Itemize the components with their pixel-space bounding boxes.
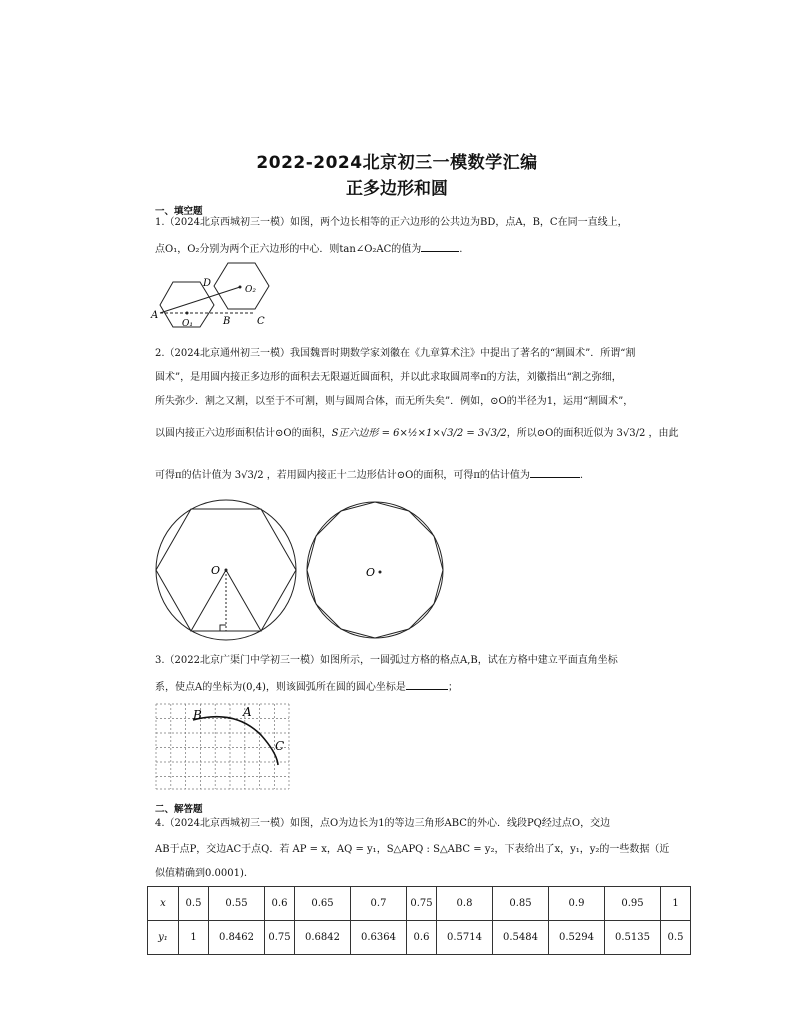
table-cell: 1: [179, 921, 209, 955]
q1-line1: 1.（2024北京西城初三一模）如图，两个边长相等的正六边形的公共边为BD，点A，B，C在同一直线上，: [155, 217, 628, 228]
q1-label-o2: O₂: [245, 285, 256, 295]
q3-grid-figure: [155, 703, 295, 793]
table-row-label: x: [148, 887, 179, 921]
table-cell: 0.6842: [295, 921, 351, 955]
q2-area-formula: S正六边形 = 6×½×1×√3/2 = 3√3/2: [331, 428, 507, 439]
table-cell: 0.8: [437, 887, 493, 921]
table-cell: 0.75: [265, 921, 295, 955]
q3-line1: 3.（2022北京广渠门中学初三一模）如图所示，一圆弧过方格的格点A,B，试在方格中建立平面直角坐标: [155, 655, 618, 666]
q2-line5: 可得π的估计值为 3√3/2 ，若用圆内接正十二边形估计⊙O的面积，可得π的估计值为 .: [155, 467, 583, 483]
q1-hexagon-figure: [150, 260, 290, 335]
q2-label-o-left: O: [211, 564, 221, 577]
table-cell: 0.7: [351, 887, 407, 921]
table-cell: 1: [661, 887, 691, 921]
section-heading-fill-blank: 一、填空题: [155, 206, 203, 217]
q1-label-a: A: [151, 310, 159, 321]
table-cell: 0.5135: [605, 921, 661, 955]
table-cell: 0.65: [295, 887, 351, 921]
q1-point-o1: [186, 312, 189, 315]
table-cell: 0.95: [605, 887, 661, 921]
q3-label-b: B: [193, 708, 202, 722]
table-row-x: [148, 887, 691, 921]
q3-arc: [193, 717, 278, 765]
q2-line4: 以圆内接正六边形面积估计⊙O的面积，S正六边形 = 6×½×1×√3/2 = 3√3/2，所以⊙O的面积近似为 3√3/2 ，由此: [155, 428, 679, 439]
table-cell: 0.9: [549, 887, 605, 921]
table-cell: 0.6: [407, 921, 437, 955]
q4-data-table: [147, 886, 691, 955]
q2-line1: 2.（2024北京通州初三一模）我国魏晋时期数学家刘徽在《九章算术注》中提出了著名的“割圆术”．所谓“割: [155, 348, 636, 359]
q1-label-b: B: [223, 316, 231, 327]
q4-line3: 似值精确到0.0001).: [155, 868, 248, 879]
table-cell: 0.5: [179, 887, 209, 921]
q2-right-angle-mark: [220, 625, 226, 631]
page-title: 2022-2024北京初三一模数学汇编: [256, 153, 538, 173]
q1-right-hexagon: [214, 263, 269, 309]
q2-answer-blank[interactable]: [530, 467, 580, 478]
q4-line2: AB于点P，交边AC于点Q．若 AP = x，AQ = y₁，S△APQ : S△ABC = y₂，下表给出了x，y₁，y₂的一些数据（近: [155, 844, 670, 855]
table-cell: 0.5: [661, 921, 691, 955]
q1-label-c: C: [257, 316, 265, 327]
section-heading-answer: 二、解答题: [155, 804, 203, 815]
q2-right-center: [379, 571, 382, 574]
table-cell: 0.5714: [437, 921, 493, 955]
q2-line2: 圆术”，是用圆内接正多边形的面积去无限逼近圆面积，并以此求取圆周率π的方法，刘徽指出“割之弥细，: [155, 372, 622, 383]
q2-line3: 所失弥少．割之又割，以至于不可割，则与圆周合体，而无所失矣”．例如，⊙O的半径为1，运用“割圆术”，: [155, 396, 634, 407]
table-cell: 0.75: [407, 887, 437, 921]
q1-answer-blank[interactable]: [421, 241, 459, 252]
q2-circle-figures: [153, 498, 453, 643]
q3-answer-blank[interactable]: [406, 679, 448, 690]
q1-label-o1: O₁: [182, 319, 193, 329]
page-subtitle: 正多边形和圆: [346, 179, 448, 199]
table-cell: 0.55: [209, 887, 265, 921]
q1-point-o2: [239, 286, 242, 289]
table-cell: 0.5294: [549, 921, 605, 955]
q1-label-d: D: [203, 278, 212, 289]
q3-label-c: C: [275, 739, 285, 753]
q2-left-center: [225, 569, 228, 572]
q1-line2: 点O₁，O₂分别为两个正六边形的中心．则tan∠O₂AC的值为 .: [155, 241, 462, 257]
table-cell: 0.6: [265, 887, 295, 921]
q3-label-a: A: [243, 705, 252, 719]
table-row-y1: [148, 921, 691, 955]
table-row-label: y₁: [148, 921, 179, 955]
table-cell: 0.6364: [351, 921, 407, 955]
table-cell: 0.8462: [209, 921, 265, 955]
q4-line1: 4.（2024北京西城初三一模）如图，点O为边长为1的等边三角形ABC的外心．线段PQ经过点O，交边: [155, 818, 611, 829]
q3-line2: 系，使点A的坐标为(0,4)，则该圆弧所在圆的圆心坐标是 ；: [155, 679, 458, 695]
table-cell: 0.5484: [493, 921, 549, 955]
table-cell: 0.85: [493, 887, 549, 921]
q2-label-o-right: O: [366, 566, 376, 579]
